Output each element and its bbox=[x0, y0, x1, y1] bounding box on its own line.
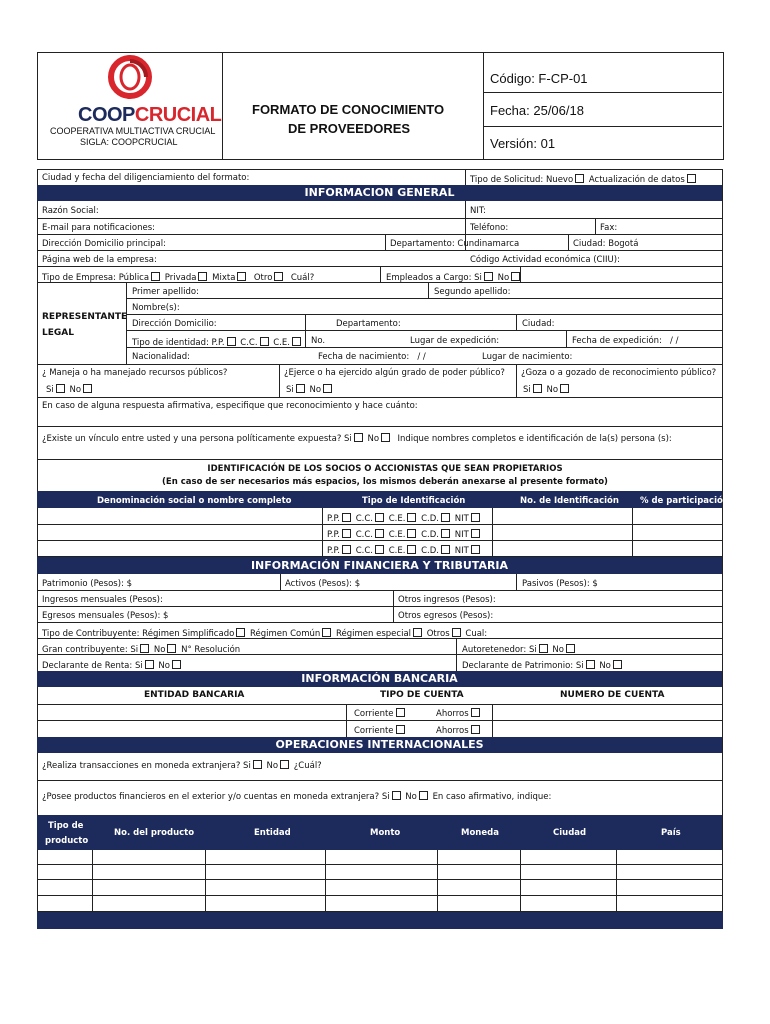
fecha-nacimiento-label: Fecha de nacimiento: bbox=[318, 352, 410, 362]
otro-checkbox[interactable] bbox=[274, 272, 283, 281]
row2-ahorros-checkbox[interactable] bbox=[471, 725, 480, 734]
nuevo-checkbox[interactable] bbox=[575, 174, 584, 183]
ce-label: C.E. bbox=[388, 546, 406, 556]
nit-label: NIT bbox=[454, 530, 469, 540]
company-name: COOPERATIVA MULTIACTIVA CRUCIAL bbox=[50, 126, 216, 136]
company-sigla: SIGLA: COOPCRUCIAL bbox=[80, 137, 178, 147]
cc-checkbox[interactable] bbox=[260, 337, 269, 346]
cc-label: C.C. bbox=[240, 338, 258, 348]
row2-cc-checkbox[interactable] bbox=[375, 529, 384, 538]
vinculo-indique[interactable]: Indique nombres completos e identificación de la(s) persona (s): bbox=[397, 434, 672, 444]
activos-field[interactable]: Activos (Pesos): $ bbox=[285, 579, 361, 589]
primer-apellido-field[interactable]: Primer apellido: bbox=[132, 287, 199, 297]
row1-cd-checkbox[interactable] bbox=[441, 513, 450, 522]
tipo-solicitud bbox=[470, 174, 698, 185]
q1-no-label: No bbox=[69, 385, 82, 395]
q-poder-publico: ¿Ejerce o ha ejercido algún grado de poder público? bbox=[284, 368, 505, 378]
row3-nit-checkbox[interactable] bbox=[471, 545, 480, 554]
q3-si-label: Si bbox=[523, 385, 531, 395]
egresos-field[interactable]: Egresos mensuales (Pesos): $ bbox=[42, 611, 169, 621]
ciudad-fecha-field[interactable]: Ciudad y fecha del diligenciamiento del formato: bbox=[42, 173, 250, 183]
fecha-nacimiento-field[interactable] bbox=[318, 353, 426, 362]
gran-contribuyente-label: Gran contribuyente: Si bbox=[42, 645, 139, 655]
vinculo-row bbox=[42, 433, 672, 444]
actualizacion-label: Actualización de datos bbox=[588, 175, 685, 185]
lugar-expedicion-field[interactable]: Lugar de expedición: bbox=[410, 336, 500, 346]
vinculo-label: ¿Existe un vínculo entre usted y una persona políticamente expuesta? Si bbox=[42, 434, 352, 444]
regimen-comun-checkbox[interactable] bbox=[322, 628, 331, 637]
productos-exterior-label: ¿Posee productos financieros en el exterior y/o cuentas en moneda extranjera? Si bbox=[42, 792, 390, 802]
table-row bbox=[327, 545, 482, 556]
col-tipo-producto-2: producto bbox=[45, 836, 89, 846]
resolucion-field[interactable]: N° Resolución bbox=[181, 645, 241, 655]
q3-answers bbox=[523, 384, 571, 395]
ingresos-field[interactable]: Ingresos mensuales (Pesos): bbox=[42, 595, 163, 605]
patrimonio-si-checkbox[interactable] bbox=[586, 660, 595, 669]
form-date: Fecha: 25/06/18 bbox=[490, 103, 584, 118]
table-row bbox=[327, 513, 482, 524]
mixta-label: Mixta bbox=[212, 273, 236, 283]
bancaria-col-numero: NUMERO DE CUENTA bbox=[560, 690, 665, 700]
tipo-solicitud-label: Tipo de Solicitud: Nuevo bbox=[470, 175, 574, 185]
socios-title: IDENTIFICACIÓN DE LOS SOCIOS O ACCIONISTAS QUE SEAN PROPIETARIOS bbox=[207, 464, 563, 474]
rep-ciudad-field[interactable]: Ciudad: bbox=[522, 319, 555, 329]
socios-col-tipo: Tipo de Identificación bbox=[362, 496, 466, 506]
row1-ce-checkbox[interactable] bbox=[407, 513, 416, 522]
cd-label: C.D. bbox=[421, 514, 440, 524]
telefono-field[interactable]: Teléfono: bbox=[470, 223, 509, 233]
fecha-expedicion-blank: / / bbox=[670, 336, 679, 346]
otros-checkbox[interactable] bbox=[452, 628, 461, 637]
socios-col-denominacion: Denominación social o nombre completo bbox=[97, 496, 292, 506]
rep-departamento-field[interactable]: Departamento: bbox=[336, 319, 401, 329]
email-field[interactable]: E-mail para notificaciones: bbox=[42, 223, 156, 233]
representante-label-1: REPRESENTANTE bbox=[42, 312, 128, 322]
q2-si-label: Si bbox=[286, 385, 294, 395]
nit-field[interactable]: NIT: bbox=[470, 206, 486, 216]
row1-nit-checkbox[interactable] bbox=[471, 513, 480, 522]
q1-answers bbox=[46, 384, 94, 395]
declarante-renta-label: Declarante de Renta: Si bbox=[42, 661, 143, 671]
bancaria-col-tipo: TIPO DE CUENTA bbox=[380, 690, 464, 700]
regimen-comun-label: Régimen Común bbox=[250, 629, 321, 639]
autoretenedor-no-checkbox[interactable] bbox=[566, 644, 575, 653]
productos-indique-field[interactable]: En caso afirmativo, indique: bbox=[432, 792, 552, 802]
direccion-field[interactable]: Dirección Domicilio principal: bbox=[42, 239, 166, 249]
gran-si-checkbox[interactable] bbox=[140, 644, 149, 653]
moneda-si-checkbox[interactable] bbox=[253, 760, 262, 769]
row1-pp-checkbox[interactable] bbox=[342, 513, 351, 522]
ce-label: C.E. bbox=[388, 530, 406, 540]
declarante-patrimonio-row bbox=[462, 660, 624, 671]
patrimonio-no-checkbox[interactable] bbox=[613, 660, 622, 669]
vinculo-si-checkbox[interactable] bbox=[354, 433, 363, 442]
regimen-especial-checkbox[interactable] bbox=[413, 628, 422, 637]
gran-no-label: No bbox=[153, 645, 166, 655]
nit-label: NIT bbox=[454, 546, 469, 556]
empleados-si-checkbox[interactable] bbox=[484, 272, 493, 281]
privada-label: Privada bbox=[164, 273, 197, 283]
privada-checkbox[interactable] bbox=[198, 272, 207, 281]
patrimonio-field[interactable]: Patrimonio (Pesos): $ bbox=[42, 579, 132, 589]
q1-si-checkbox[interactable] bbox=[56, 384, 65, 393]
ciiu-field[interactable]: Código Actividad económica (CIIU): bbox=[470, 255, 620, 265]
col-moneda: Moneda bbox=[461, 828, 499, 838]
tipo-empresa-label: Tipo de Empresa: Pública bbox=[42, 273, 150, 283]
moneda-cual-field[interactable]: ¿Cuál? bbox=[293, 761, 322, 771]
moneda-extranjera-row bbox=[42, 760, 322, 771]
otros-ingresos-field[interactable]: Otros ingresos (Pesos): bbox=[398, 595, 496, 605]
q2-no-label: No bbox=[309, 385, 322, 395]
departamento-field[interactable]: Departamento: Cundinamarca bbox=[390, 239, 520, 249]
tipo-contribuyente-row bbox=[42, 628, 487, 639]
footer-bar bbox=[37, 912, 723, 929]
declarante-renta-row bbox=[42, 660, 183, 671]
tipo-identidad-row bbox=[132, 337, 303, 348]
cc-label: C.C. bbox=[355, 514, 373, 524]
id-number-field[interactable]: No. bbox=[311, 336, 326, 346]
cd-label: C.D. bbox=[421, 530, 440, 540]
productos-no-label: No bbox=[405, 792, 417, 802]
representante-label-2: LEGAL bbox=[42, 328, 74, 338]
fecha-nacimiento-blank: / / bbox=[417, 352, 426, 362]
section-financiera: INFORMACIÓN FINANCIERA Y TRIBUTARIA bbox=[37, 557, 722, 574]
declarante-patrimonio-label: Declarante de Patrimonio: Si bbox=[462, 661, 584, 671]
col-pais: País bbox=[661, 828, 681, 838]
row3-ce-checkbox[interactable] bbox=[407, 545, 416, 554]
q-recursos-publicos: ¿ Maneja o ha manejado recursos públicos? bbox=[42, 368, 228, 378]
table-row bbox=[327, 529, 482, 540]
fecha-expedicion-label: Fecha de expedición: bbox=[572, 336, 662, 346]
row1-corriente-checkbox[interactable] bbox=[396, 708, 405, 717]
tipo-id-label: Tipo de identidad: P.P. bbox=[132, 338, 225, 348]
col-tipo-producto-1: Tipo de bbox=[48, 821, 84, 831]
corriente-label: Corriente bbox=[354, 709, 394, 719]
row3-cd-checkbox[interactable] bbox=[441, 545, 450, 554]
q2-no-checkbox[interactable] bbox=[323, 384, 332, 393]
bank-row-2-ahorros bbox=[436, 725, 482, 736]
socios-col-numero: No. de Identificación bbox=[520, 496, 619, 506]
nombres-field[interactable]: Nombre(s): bbox=[132, 303, 180, 313]
cc-label: C.C. bbox=[355, 530, 373, 540]
renta-no-checkbox[interactable] bbox=[172, 660, 181, 669]
corriente-label: Corriente bbox=[354, 726, 394, 736]
moneda-no-label: No bbox=[266, 761, 279, 771]
ahorros-label: Ahorros bbox=[436, 726, 469, 736]
cc-label: C.C. bbox=[355, 546, 373, 556]
gran-contribuyente-row bbox=[42, 644, 240, 655]
row2-corriente-checkbox[interactable] bbox=[396, 725, 405, 734]
col-monto: Monto bbox=[370, 828, 401, 838]
autoretenedor-row bbox=[462, 644, 577, 655]
autoretenedor-label: Autoretenedor: Si bbox=[462, 645, 537, 655]
ce-checkbox[interactable] bbox=[292, 337, 301, 346]
cd-label: C.D. bbox=[421, 546, 440, 556]
cual-label[interactable]: Cuál? bbox=[290, 273, 315, 283]
col-ciudad: Ciudad bbox=[553, 828, 587, 838]
form-code: Código: F-CP-01 bbox=[490, 71, 588, 86]
productos-exterior-row bbox=[42, 791, 551, 802]
q2-si-checkbox[interactable] bbox=[296, 384, 305, 393]
gran-no-checkbox[interactable] bbox=[167, 644, 176, 653]
socios-subtitle: (En caso de ser necesarios más espacios, los mismos deberán anexarse al presente formato) bbox=[162, 477, 608, 487]
pp-label: P.P. bbox=[327, 546, 341, 556]
actualizacion-checkbox[interactable] bbox=[687, 174, 696, 183]
empleados-row bbox=[386, 272, 522, 283]
respuesta-afirmativa-field[interactable]: En caso de alguna respuesta afirmativa, especifique que reconocimiento y hace cuánto: bbox=[42, 401, 418, 411]
bank-row-1-ahorros bbox=[436, 708, 482, 719]
section-bancaria: INFORMACIÓN BANCARIA bbox=[37, 671, 722, 687]
row3-pp-checkbox[interactable] bbox=[342, 545, 351, 554]
bancaria-col-entidad: ENTIDAD BANCARIA bbox=[144, 690, 245, 700]
bank-row-1 bbox=[354, 708, 407, 719]
q3-si-checkbox[interactable] bbox=[533, 384, 542, 393]
ciudad-field[interactable]: Ciudad: Bogotá bbox=[573, 239, 639, 249]
pp-label: P.P. bbox=[327, 514, 341, 524]
q2-answers bbox=[286, 384, 334, 395]
nit-label: NIT bbox=[454, 514, 469, 524]
row1-ahorros-checkbox[interactable] bbox=[471, 708, 480, 717]
razon-social-field[interactable]: Razón Social: bbox=[42, 206, 99, 216]
socios-col-participacion: % de participación bbox=[640, 496, 729, 506]
mixta-checkbox[interactable] bbox=[237, 272, 246, 281]
autoretenedor-no-label: No bbox=[552, 645, 564, 655]
nacionalidad-field[interactable]: Nacionalidad: bbox=[132, 352, 190, 362]
fecha-expedicion-field[interactable] bbox=[572, 337, 678, 346]
row2-pp-checkbox[interactable] bbox=[342, 529, 351, 538]
q1-si-label: Si bbox=[46, 385, 54, 395]
pp-label: P.P. bbox=[327, 530, 341, 540]
otro-label: Otro bbox=[253, 273, 273, 283]
empleados-no-label: No bbox=[497, 273, 510, 283]
col-no-producto: No. del producto bbox=[114, 828, 195, 838]
tipo-empresa-row bbox=[42, 272, 314, 283]
otros-egresos-field[interactable]: Otros egresos (Pesos): bbox=[398, 611, 494, 621]
q3-no-checkbox[interactable] bbox=[560, 384, 569, 393]
pp-checkbox[interactable] bbox=[227, 337, 236, 346]
direccion-domicilio-field[interactable]: Dirección Domicilio: bbox=[132, 319, 217, 329]
q-reconocimiento-publico: ¿Goza o a gozado de reconocimiento público? bbox=[521, 368, 717, 378]
bank-row-2 bbox=[354, 725, 407, 736]
row1-cc-checkbox[interactable] bbox=[375, 513, 384, 522]
vinculo-no-checkbox[interactable] bbox=[381, 433, 390, 442]
tipo-contribuyente-label: Tipo de Contribuyente: Régimen Simplificado bbox=[42, 629, 235, 639]
regimen-especial-label: Régimen especial bbox=[336, 629, 412, 639]
moneda-extranjera-label: ¿Realiza transacciones en moneda extranjera? Si bbox=[42, 761, 251, 771]
form-title-line2: DE PROVEEDORES bbox=[288, 121, 411, 136]
renta-no-label: No bbox=[158, 661, 170, 671]
simplificado-checkbox[interactable] bbox=[236, 628, 245, 637]
patrimonio-no-label: No bbox=[599, 661, 611, 671]
ahorros-label: Ahorros bbox=[436, 709, 469, 719]
pagina-web-field[interactable]: Página web de la empresa: bbox=[42, 255, 157, 265]
row2-ce-checkbox[interactable] bbox=[407, 529, 416, 538]
row2-nit-checkbox[interactable] bbox=[471, 529, 480, 538]
ce-label: C.E. bbox=[388, 514, 406, 524]
autoretenedor-si-checkbox[interactable] bbox=[539, 644, 548, 653]
fax-field[interactable]: Fax: bbox=[600, 223, 618, 233]
logo bbox=[106, 53, 154, 101]
section-internacionales: OPERACIONES INTERNACIONALES bbox=[37, 737, 722, 753]
moneda-no-checkbox[interactable] bbox=[280, 760, 289, 769]
row3-cc-checkbox[interactable] bbox=[375, 545, 384, 554]
productos-no-checkbox[interactable] bbox=[419, 791, 428, 800]
publica-checkbox[interactable] bbox=[151, 272, 160, 281]
vinculo-no-label: No bbox=[367, 434, 380, 444]
section-informacion-general: INFORMACION GENERAL bbox=[37, 185, 722, 201]
col-entidad: Entidad bbox=[254, 828, 291, 838]
productos-si-checkbox[interactable] bbox=[392, 791, 401, 800]
empleados-no-checkbox[interactable] bbox=[511, 272, 520, 281]
row2-cd-checkbox[interactable] bbox=[441, 529, 450, 538]
renta-si-checkbox[interactable] bbox=[145, 660, 154, 669]
form-version: Versión: 01 bbox=[490, 136, 556, 151]
logo-text: COOPCRUCIAL bbox=[78, 104, 222, 126]
q1-no-checkbox[interactable] bbox=[83, 384, 92, 393]
form-title-line1: FORMATO DE CONOCIMIENTO bbox=[252, 102, 445, 117]
cual-field[interactable]: Cual: bbox=[465, 629, 488, 639]
lugar-nacimiento-field[interactable]: Lugar de nacimiento: bbox=[482, 352, 573, 362]
ce-label: C.E. bbox=[273, 338, 290, 348]
segundo-apellido-field[interactable]: Segundo apellido: bbox=[434, 287, 511, 297]
q3-no-label: No bbox=[546, 385, 559, 395]
empleados-label: Empleados a Cargo: Si bbox=[386, 273, 482, 283]
pasivos-field[interactable]: Pasivos (Pesos): $ bbox=[522, 579, 598, 589]
otros-label: Otros bbox=[426, 629, 450, 639]
